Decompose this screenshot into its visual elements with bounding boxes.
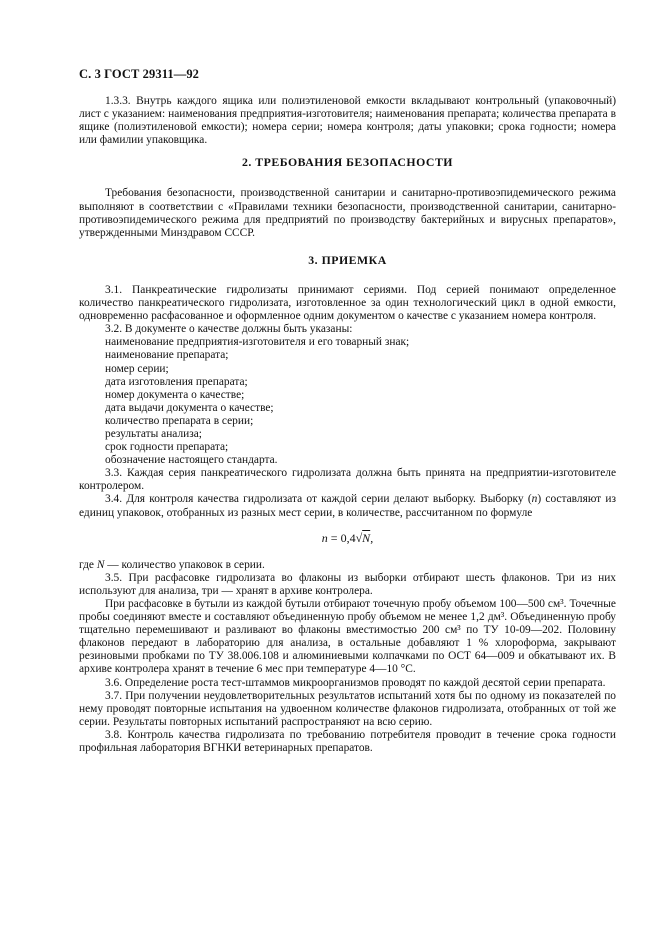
paragraph-3-2-intro: 3.2. В документе о качестве должны быть указаны:	[105, 323, 353, 336]
paragraph-1-3-3: 1.3.3. Внутрь каждого ящика или полиэтиленовой емкости вкладывают контрольный (упаковочный) лист с указанием: наименования предприятия-изготовителя; наименования препарата; количества препарата в ящике (полиэтиленовой емкости); номера серии; номера контроля; даты упаковки; срока годности; номера или фамилии упаковщика.	[79, 95, 616, 147]
variable-N: N	[96, 558, 105, 571]
formula-tail: ,	[370, 530, 374, 545]
list-item: дата изготовления препарата;	[105, 375, 248, 388]
list-item: наименование препарата;	[105, 349, 229, 362]
list-item: обозначение настоящего стандарта.	[105, 454, 278, 467]
paragraph-3-1: 3.1. Панкреатические гидролизаты принимают сериями. Под серией понимают определенное количество панкреатического гидролизата, изготовленное за один технологический цикл в одной емкости, одновременно расфасованное и оформленное одним документом о качестве с указанием номера контроля.	[79, 283, 616, 323]
section-2-text: Требования безопасности, производственной санитарии и санитарно-противоэпидемического режима выполняют в соответствии с «Правилами техники безопасности, производственной санитарии, санитарно-противоэпидемического режима для предприятий по производству бактерийных и вирусных препаратов», утвержденными Минздравом СССР.	[79, 187, 616, 239]
paragraph-3-4	[79, 493, 616, 519]
paragraph-3-6: 3.6. Определение роста тест-штаммов микроорганизмов проводят по каждой десятой серии препарата.	[105, 676, 606, 689]
paragraph-3-5-bottles: При расфасовке в бутыли из каждой бутыли отбирают точечную пробу объемом 100—500 см³. Точечные пробы соединяют вместе и составляют объединенную пробу объемом не менее 1,2 дм³. Объединенную пробу тщательно перемешивают и разливают во флаконы вместимостью 200 см³ по ТУ 10-09—202. Половину флаконов передают в лабораторию для анализа, в остальные добавляют 1 % хлороформа, закрывают резиновыми пробками по ТУ 38.006.108 и алюминиевыми колпачками по ОСТ 64—009 и обкатывают их. В архиве контролера хранят в течение 6 мес при температуре 4—10 °С.	[79, 598, 616, 676]
list-item: срок годности препарата;	[105, 441, 229, 454]
paragraph-3-4-text-a: 3.4. Для контроля качества гидролизата от каждой серии делают выборку. Выборку (	[105, 493, 532, 506]
paragraph-3-5: 3.5. При расфасовке гидролизата во флаконы из выборки отбирают шесть флаконов. Три из них используют для анализа, три — хранят в архиве контролера.	[79, 571, 616, 597]
formula	[79, 532, 616, 545]
variable-n: n	[531, 493, 538, 506]
document-body	[79, 95, 616, 755]
list-item: номер серии;	[105, 362, 169, 375]
list-item: количество препарата в серии;	[105, 414, 254, 427]
section-2-title: 2. ТРЕБОВАНИЯ БЕЗОПАСНОСТИ	[241, 155, 453, 170]
sqrt-icon: √	[355, 530, 363, 545]
where-clause	[79, 559, 616, 572]
list-item: результаты анализа;	[105, 427, 202, 440]
where-prefix: где	[79, 558, 97, 571]
page-header: С. 3 ГОСТ 29311—92	[79, 67, 200, 81]
formula-eq: = 0,4	[327, 530, 356, 545]
paragraph-3-4-text-b: ) составляют из единиц упаковок, отобранных из разных мест серии, в количестве, рассчитанном по формуле	[79, 493, 616, 519]
list-item: наименование предприятия-изготовителя и его товарный знак;	[105, 336, 410, 349]
paragraph-3-3: 3.3. Каждая серия панкреатического гидролизата должна быть принята на предприятии-изготовителе контролером.	[79, 467, 616, 493]
paragraph-3-8: 3.8. Контроль качества гидролизата по требованию потребителя проводит в течение срока годности профильная лаборатория ВГНКИ ветеринарных препаратов.	[79, 728, 616, 755]
paragraph-3-7: 3.7. При получении неудовлетворительных результатов испытаний хотя бы по одному из показателей по нему проводят повторные испытания на удвоенном количестве флаконов гидролизата, отобранных от той же серии. Результаты повторных испытаний распространяют на всю серию.	[79, 689, 616, 728]
formula-lhs: n	[321, 530, 328, 545]
list-item: номер документа о качестве;	[105, 388, 245, 401]
section-3-title: 3. ПРИЕМКА	[308, 252, 387, 267]
where-text: — количество упаковок в серии.	[104, 558, 265, 571]
list-item: дата выдачи документа о качестве;	[105, 401, 274, 414]
formula-radicand: N	[362, 530, 371, 545]
